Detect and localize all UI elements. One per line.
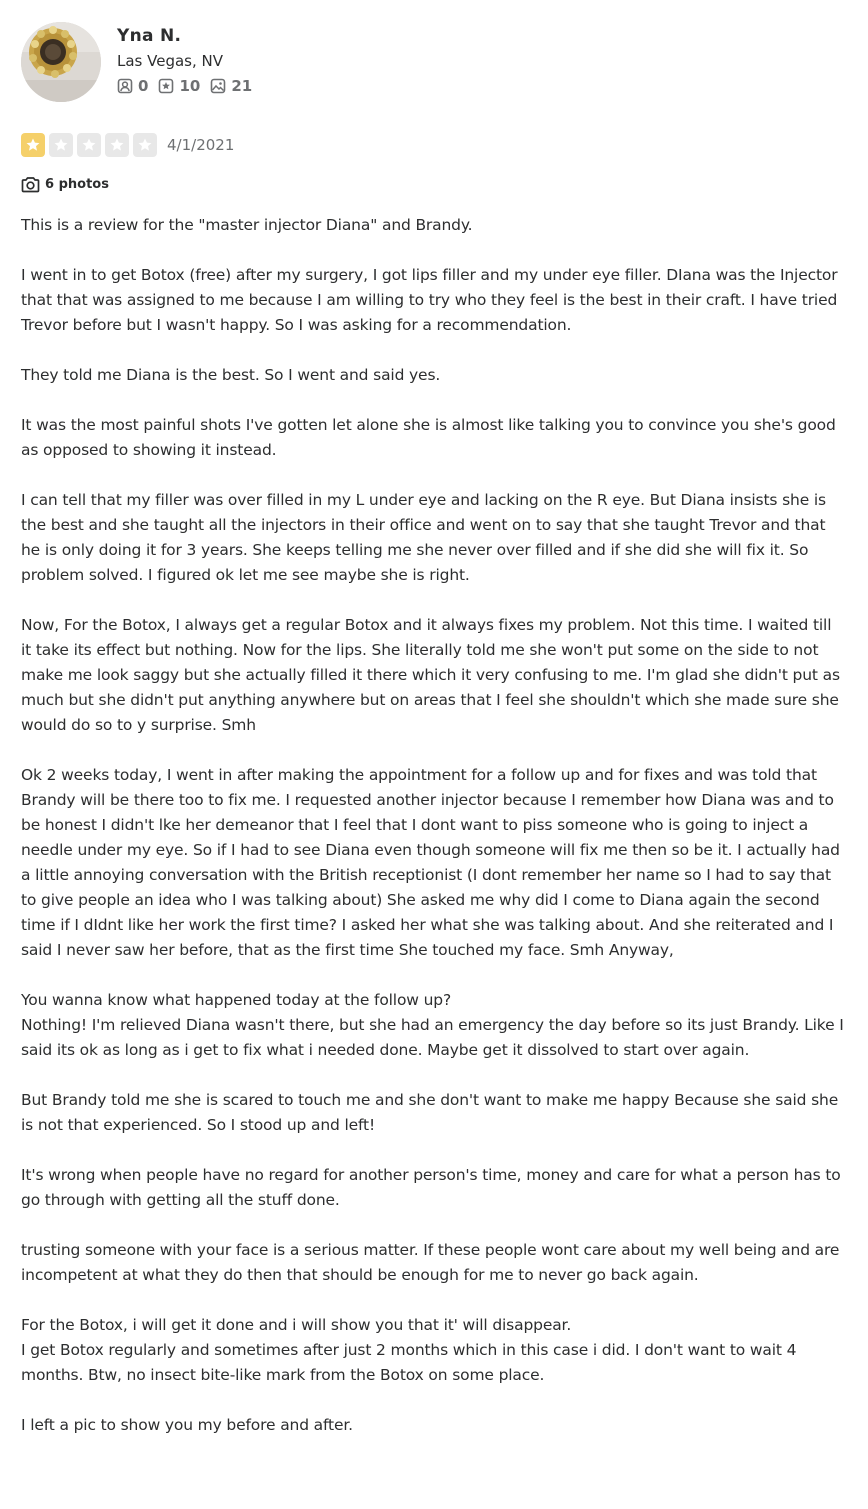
star-rating — [21, 133, 161, 157]
reviews-count-value: 10 — [179, 77, 201, 95]
user-name[interactable]: Yna N. — [117, 26, 182, 46]
photos-icon — [210, 78, 226, 94]
user-info — [117, 22, 262, 95]
rating-row — [21, 133, 846, 157]
review-paragraph: Now, For the Botox, I always get a regular Botox and it always fixes my problem. Not this time. I waited till it take its effect but nothing. Now for the lips. She literally told me she won't put some on the side to not make me look saggy but she actually filled it there which it very confusing to me. I'm glad she didn't put as much but she didn't put anything anywhere but on areas that I feel she shouldn't which she made sure she would do so to y surprise. Smh — [21, 616, 840, 734]
review-paragraph: It's wrong when people have no regard for another person's time, money and care for what a person has to go through with getting all the stuff done. — [21, 1166, 841, 1209]
review-paragraph: But Brandy told me she is scared to touch me and she don't want to make me happy Because she said she is not that experienced. So I stood up and left! — [21, 1091, 839, 1134]
review-paragraph: I went in to get Botox (free) after my surgery, I got lips filler and my under eye filler. DIana was the Injector that that was assigned to me because I am willing to try who they feel is the best in their craft. I have tried Trevor before but I wasn't happy. So I was asking for a recommendation. — [21, 266, 838, 334]
camera-icon — [21, 176, 40, 193]
photos-link[interactable] — [21, 172, 846, 196]
review-paragraph: I left a pic to show you my before and after. — [21, 1416, 353, 1434]
avatar[interactable] — [21, 22, 101, 102]
avatar-image — [21, 22, 101, 102]
review-paragraph: Ok 2 weeks today, I went in after making the appointment for a follow up and for fixes and was told that Brandy will be there too to fix me. I requested another injector because I remember how Diana was and to be honest I didn't lke her demeanor that I feel that I dont want to piss someone who is going to inject a needle under my eye. So if I had to see Diana even though someone will fix me then so be it. I actually had a little annoying conversation with the British receptionist (I dont remember her name so I had to say that to give people an idea who I was talking about) She asked me why did I come to Diana again the second time if I dIdnt like her work the first time? I asked her what she was talking about. And she reiterated and I said I never saw her before, that as the first time She touched my face. Smh Anyway, — [21, 766, 840, 959]
friends-icon — [117, 78, 133, 94]
star-icon — [21, 133, 45, 157]
review-text — [21, 213, 846, 1438]
review-paragraph: This is a review for the "master injector Diana" and Brandy. — [21, 216, 473, 234]
star-icon — [133, 133, 157, 157]
review-paragraph: trusting someone with your face is a serious matter. If these people wont care about my well being and are incompetent at what they do then that should be enough for me to never go back again. — [21, 1241, 840, 1284]
reviews-star-icon — [158, 78, 174, 94]
review-card — [21, 22, 846, 1463]
photos-count-label[interactable]: 6 photos — [45, 176, 109, 192]
review-paragraph: It was the most painful shots I've gotten let alone she is almost like talking you to convince you she's good as opposed to showing it instead. — [21, 416, 836, 459]
user-stats — [117, 77, 262, 95]
review-paragraph: They told me Diana is the best. So I went and said yes. — [21, 366, 441, 384]
review-paragraph: I can tell that my filler was over filled in my L under eye and lacking on the R eye. But Diana insists she is the best and she taught all the injectors in their office and went on to say that she taught Trevor and that he is only doing it for 3 years. She keeps telling me she never over filled and if she did she will fix it. So problem solved. I figured ok let me see maybe she is right. — [21, 491, 826, 584]
star-icon — [105, 133, 129, 157]
photos-count — [210, 77, 252, 95]
user-passport — [21, 22, 846, 104]
friends-count-value: 0 — [138, 77, 149, 95]
photos-count-value: 21 — [231, 77, 253, 95]
reviews-count — [158, 77, 200, 95]
star-icon — [77, 133, 101, 157]
user-location: Las Vegas, NV — [117, 52, 224, 70]
review-date: 4/1/2021 — [167, 136, 235, 154]
friends-count — [117, 77, 148, 95]
review-paragraph: You wanna know what happened today at the follow up? Nothing! I'm relieved Diana wasn't there, but she had an emergency the day before so its just Brandy. Like I said its ok as long as i get to fix what i needed done. Maybe get it dissolved to start over again. — [21, 991, 844, 1059]
review-paragraph: For the Botox, i will get it done and i will show you that it' will disappear. I get Botox regularly and sometimes after just 2 months which in this case i did. I don't want to wait 4 months. Btw, no insect bite-like mark from the Botox on some place. — [21, 1316, 797, 1384]
star-icon — [49, 133, 73, 157]
